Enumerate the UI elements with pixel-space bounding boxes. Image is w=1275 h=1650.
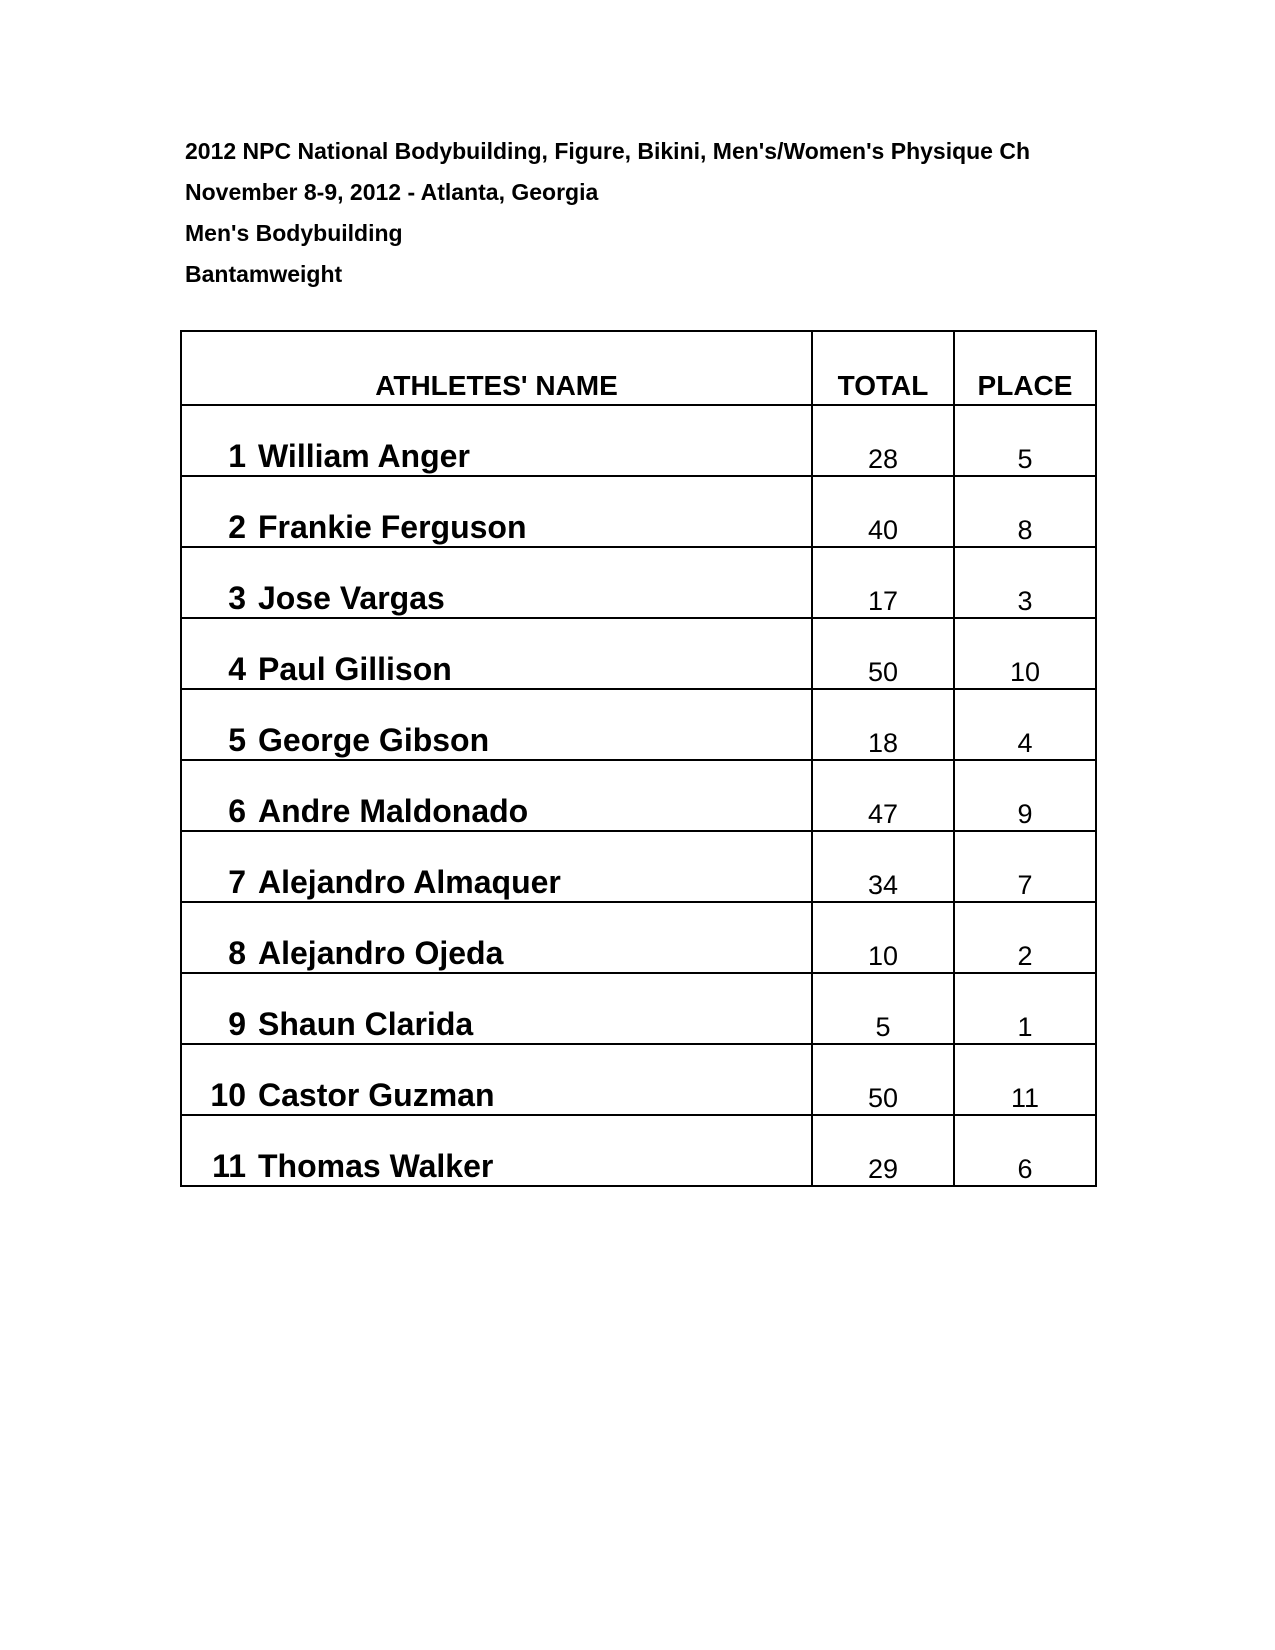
total-cell: 28 — [812, 405, 954, 476]
athlete-number: 6 — [228, 793, 246, 829]
total-cell: 10 — [812, 902, 954, 973]
column-header-total: TOTAL — [812, 331, 954, 405]
athlete-name: Shaun Clarida — [258, 1006, 474, 1042]
athlete-number: 11 — [212, 1148, 246, 1184]
place-cell: 11 — [954, 1044, 1096, 1115]
athlete-name: Jose Vargas — [258, 580, 445, 616]
event-title: 2012 NPC National Bodybuilding, Figure, Bikini, Men's/Women's Physique Ch — [185, 138, 1031, 164]
place-cell: 5 — [954, 405, 1096, 476]
athlete-name-cell — [181, 476, 812, 547]
place-cell: 7 — [954, 831, 1096, 902]
athlete-name-cell — [181, 1115, 812, 1186]
athlete-name: Castor Guzman — [258, 1077, 495, 1113]
table-row — [181, 973, 1096, 1044]
table-row — [181, 1115, 1096, 1186]
table-row — [181, 760, 1096, 831]
athlete-name-cell — [181, 760, 812, 831]
athlete-number: 3 — [228, 580, 246, 616]
place-cell: 9 — [954, 760, 1096, 831]
place-cell: 8 — [954, 476, 1096, 547]
athlete-number: 8 — [228, 935, 246, 971]
athlete-name: Thomas Walker — [258, 1148, 494, 1184]
weight-class: Bantamweight — [185, 261, 343, 287]
table-row — [181, 831, 1096, 902]
athlete-name-cell — [181, 547, 812, 618]
athlete-name-cell — [181, 618, 812, 689]
table-row — [181, 547, 1096, 618]
athlete-number: 4 — [228, 651, 246, 687]
athlete-number: 1 — [228, 438, 246, 474]
column-header-place: PLACE — [954, 331, 1096, 405]
athlete-name: Andre Maldonado — [258, 793, 529, 829]
athlete-name-cell — [181, 1044, 812, 1115]
table-row — [181, 618, 1096, 689]
place-cell: 1 — [954, 973, 1096, 1044]
total-cell: 50 — [812, 618, 954, 689]
division-name: Men's Bodybuilding — [185, 220, 403, 246]
event-date-location: November 8-9, 2012 - Atlanta, Georgia — [185, 179, 599, 205]
place-cell: 6 — [954, 1115, 1096, 1186]
table-row — [181, 405, 1096, 476]
total-cell: 17 — [812, 547, 954, 618]
athlete-name: William Anger — [258, 438, 470, 474]
document-header — [185, 131, 1185, 295]
athlete-number: 5 — [228, 722, 246, 758]
athlete-name-cell — [181, 973, 812, 1044]
total-cell: 47 — [812, 760, 954, 831]
table-row — [181, 1044, 1096, 1115]
total-cell: 29 — [812, 1115, 954, 1186]
athlete-name-cell — [181, 902, 812, 973]
place-cell: 2 — [954, 902, 1096, 973]
place-cell: 3 — [954, 547, 1096, 618]
place-cell: 4 — [954, 689, 1096, 760]
table-row — [181, 902, 1096, 973]
athlete-name-cell — [181, 405, 812, 476]
athlete-name: Alejandro Almaquer — [258, 864, 561, 900]
results-table — [180, 330, 1097, 1187]
athlete-name-cell — [181, 831, 812, 902]
athlete-number: 2 — [228, 509, 246, 545]
athlete-name: George Gibson — [258, 722, 490, 758]
table-row — [181, 476, 1096, 547]
column-header-athletes-name: ATHLETES' NAME — [181, 331, 812, 405]
athlete-number: 10 — [210, 1077, 246, 1113]
athlete-name: Alejandro Ojeda — [258, 935, 504, 971]
athlete-number: 7 — [228, 864, 246, 900]
table-row — [181, 689, 1096, 760]
total-cell: 40 — [812, 476, 954, 547]
table-header-row — [181, 331, 1096, 405]
athlete-name-cell — [181, 689, 812, 760]
athlete-number: 9 — [228, 1006, 246, 1042]
total-cell: 34 — [812, 831, 954, 902]
athlete-name: Paul Gillison — [258, 651, 452, 687]
total-cell: 50 — [812, 1044, 954, 1115]
place-cell: 10 — [954, 618, 1096, 689]
athlete-name: Frankie Ferguson — [258, 509, 527, 545]
total-cell: 18 — [812, 689, 954, 760]
total-cell: 5 — [812, 973, 954, 1044]
